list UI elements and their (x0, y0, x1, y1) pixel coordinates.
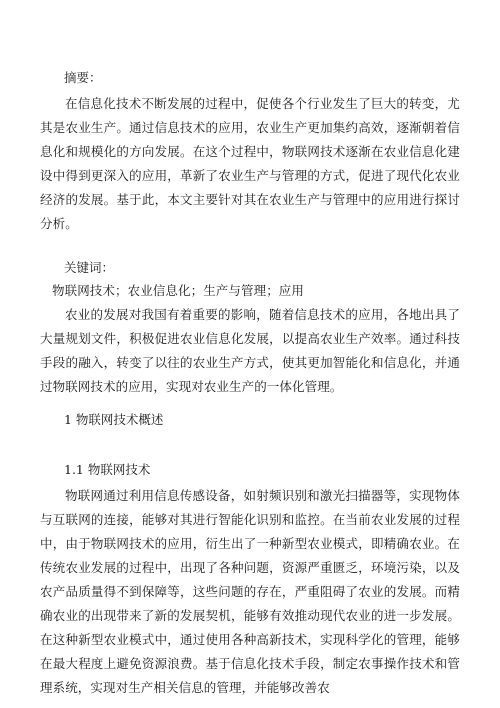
intro-paragraph: 农业的发展对我国有着重要的影响，随着信息技术的应用，各地出具了大量规划文件，积极促进农业信息化发展，以提高农业生产效率。通过科技手段的融入，转变了以往的农业生产方式，使其更加智能化和信息化，并通过物联网技术的应用，实现对农业生产的一体化管理。 (40, 307, 460, 394)
abstract-body: 在信息化技术不断发展的过程中，促使各个行业发生了巨大的转变，尤其是农业生产。通过信息技术的应用，农业生产更加集约高效，逐渐朝着信息化和规模化的方向发展。在这个过程中，物联网技术逐渐在农业信息化建设中得到更深入的应用，革新了农业生产与管理的方式，促进了现代化农业经济的发展。基于此，本文主要针对其在农业生产与管理中的应用进行探讨分析。 (40, 96, 460, 231)
section-1-heading: 1 物联网技术概述 (64, 412, 164, 427)
abstract-label: 摘要： (64, 70, 102, 85)
keywords-label: 关键词： (64, 260, 115, 275)
section-1-1-body: 物联网通过利用信息传感设备，如射频识别和激光扫描器等，实现物体与互联网的连接，能够对其进行智能化识别和监控。在当前农业发展的过程中，由于物联网技术的应用，衍生出了一种新型农业模式，即精确农业。在传统农业发展的过程中，出现了各种问题，资源严重匮乏，环境污染，以及农产品质量得不到保障等，这些问题的存在，严重阻碍了农业的发展。而精确农业的出现带来了新的发展契机，能够有效推动现代农业的进一步发展。在这种新型农业模式中，通过使用各种高新技术，实现科学化的管理，能够在最大程度上避免资源浪费。基于信息化技术手段，制定农事操作技术和管理系统，实现对生产相关信息的管理，并能够改善农 (40, 488, 460, 695)
keywords-body: 物联网技术；农业信息化；生产与管理；应用 (52, 283, 305, 298)
section-1-1-heading: 1.1 物联网技术 (64, 462, 151, 477)
